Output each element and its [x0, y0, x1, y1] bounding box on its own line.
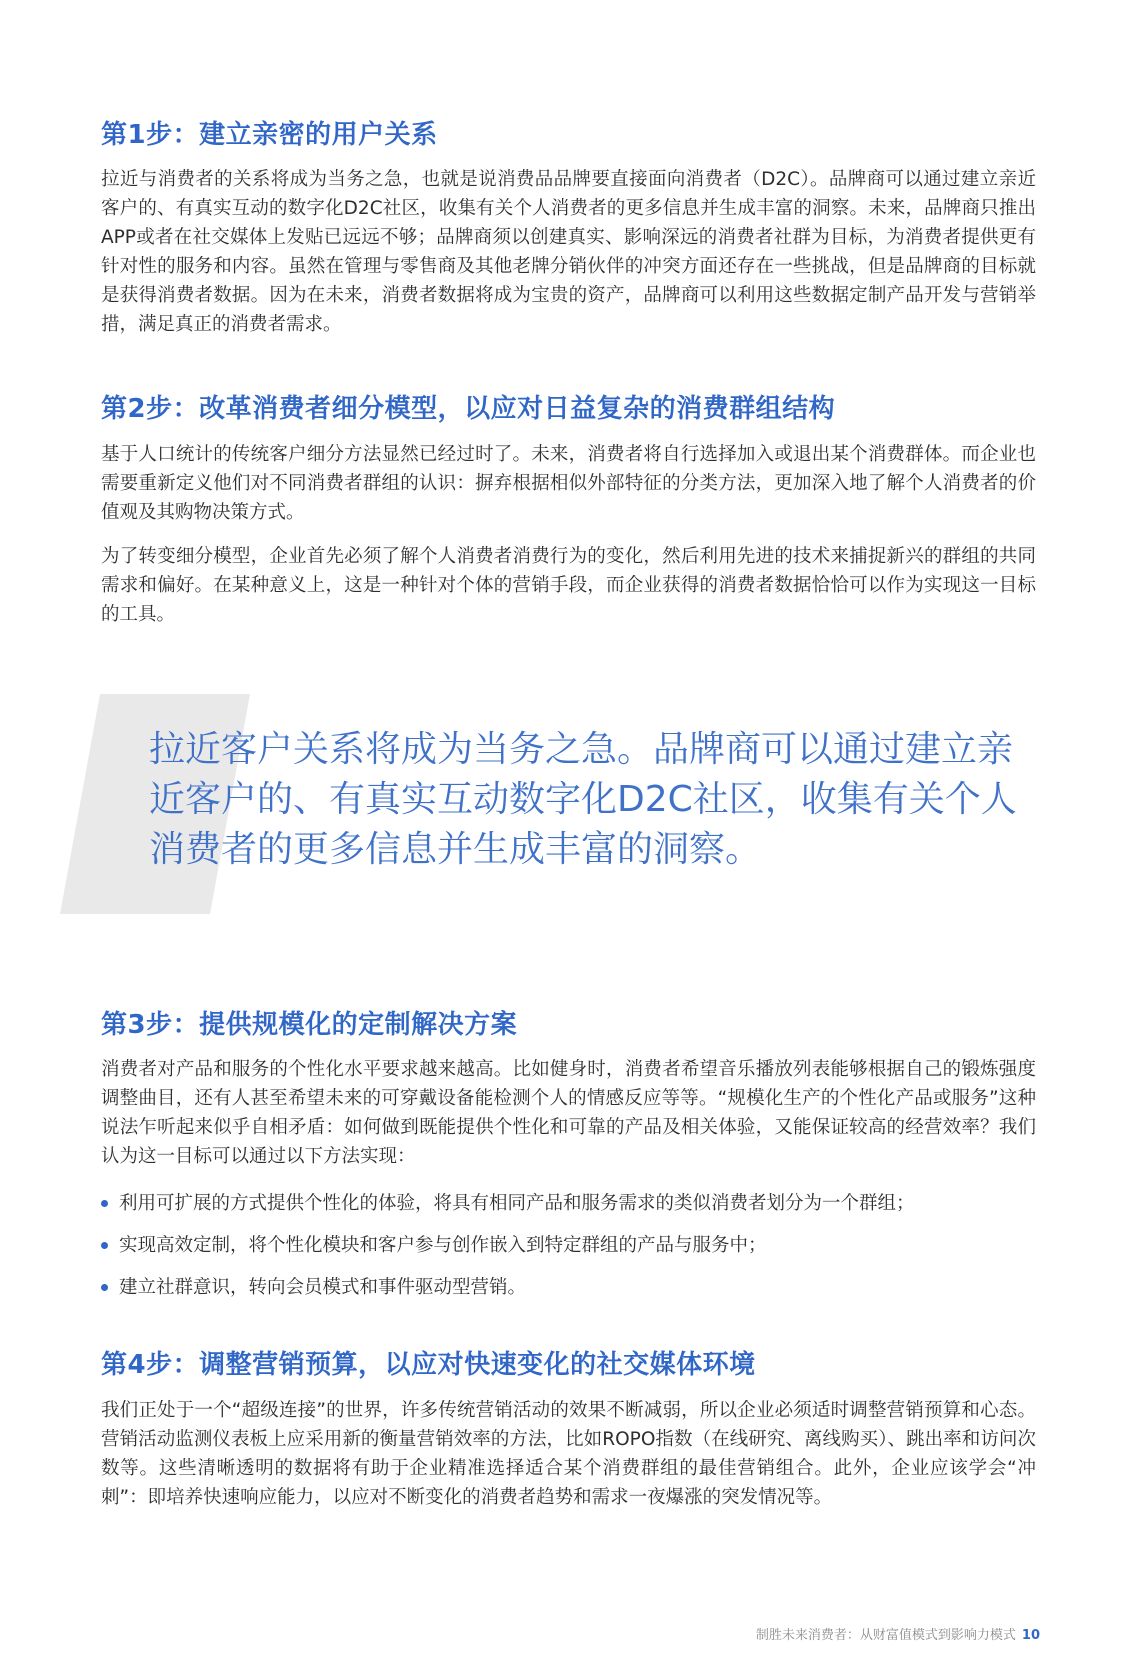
section-paragraph: 我们正处于一个“超级连接”的世界，许多传统营销活动的效果不断减弱，所以企业必须适时调整营销预算和心态。营销活动监测仪表板上应采用新的衡量营销效率的方法，比如ROPO指数（在线研究、离线购买）、跳出率和访问次数等。这些清晰透明的数据将有助于企业精准选择适合某个消费群组的最佳营销组合。此外，企业应该学会“冲刺”：即培养快速响应能力，以应对不断变化的消费者趋势和需求一夜爆涨的突发情况等。 — [101, 1400, 1036, 1508]
page-number: 10 — [1021, 1628, 1040, 1643]
pull-quote: 拉近客户关系将成为当务之急。品牌商可以通过建立亲近客户的、有真实互动数字化D2C社区，收集有关个人消费者的更多信息并生成丰富的洞察。 — [149, 729, 1017, 870]
footer-title: 制胜未来消费者：从财富值模式到影响力模式 — [755, 1628, 1016, 1643]
section-step-3 — [101, 1008, 1036, 1315]
section-step-2 — [101, 392, 1036, 629]
bullet-dot-icon — [101, 1200, 108, 1207]
section-step-1 — [101, 118, 1036, 339]
bullet-text: 建立社群意识，转向会员模式和事件驱动型营销。 — [119, 1277, 527, 1298]
section-paragraph: 拉近与消费者的关系将成为当务之急，也就是说消费品品牌要直接面向消费者（D2C）。品牌商可以通过建立亲近客户的、有真实互动的数字化D2C社区，收集有关个人消费者的更多信息并生成丰富的洞察。未来，品牌商只推出APP或者在社交媒体上发贴已远远不够；品牌商须以创建真实、影响深远的消费者社群为目标，为消费者提供更有针对性的服务和内容。虽然在管理与零售商及其他老牌分销伙伴的冲突方面还存在一些挑战，但是品牌商的目标就是获得消费者数据。因为在未来，消费者数据将成为宝贵的资产，品牌商可以利用这些数据定制产品开发与营销举措，满足真正的消费者需求。 — [101, 169, 1036, 335]
section-paragraph: 基于人口统计的传统客户细分方法显然已经过时了。未来，消费者将自行选择加入或退出某个消费群体。而企业也需要重新定义他们对不同消费者群组的认识：摒弃根据相似外部特征的分类方法，更加深入地了解个人消费者的价值观及其购物决策方式。 — [101, 444, 1036, 523]
section-heading: 第4步：调整营销预算，以应对快速变化的社交媒体环境 — [101, 1350, 756, 1380]
bullet-item — [101, 1231, 1036, 1260]
section-paragraph: 消费者对产品和服务的个性化水平要求越来越高。比如健身时，消费者希望音乐播放列表能够根据自己的锻炼强度调整曲目，还有人甚至希望未来的可穿戴设备能检测个人的情感反应等等。“规模化生产的个性化产品或服务”这种说法乍听起来似乎自相矛盾：如何做到既能提供个性化和可靠的产品及相关体验，又能保证较高的经营效率？我们认为这一目标可以通过以下方法实现： — [101, 1059, 1036, 1167]
bullet-list — [101, 1189, 1036, 1302]
bullet-text: 利用可扩展的方式提供个性化的体验，将具有相同产品和服务需求的类似消费者划分为一个群组； — [119, 1193, 915, 1214]
bullet-dot-icon — [101, 1284, 108, 1291]
bullet-dot-icon — [101, 1242, 108, 1249]
section-heading: 第1步：建立亲密的用户关系 — [101, 120, 438, 150]
section-paragraph: 为了转变细分模型，企业首先必须了解个人消费者消费行为的变化，然后利用先进的技术来捕捉新兴的群组的共同需求和偏好。在某种意义上，这是一种针对个体的营销手段，而企业获得的消费者数据恰恰可以作为实现这一目标的工具。 — [101, 546, 1036, 625]
section-heading: 第3步：提供规模化的定制解决方案 — [101, 1010, 518, 1040]
bullet-item — [101, 1189, 1036, 1218]
bullet-item — [101, 1273, 1036, 1302]
section-heading: 第2步：改革消费者细分模型，以应对日益复杂的消费群组结构 — [101, 394, 836, 424]
page-footer — [756, 1624, 1040, 1643]
section-step-4 — [101, 1348, 1036, 1512]
bullet-text: 实现高效定制，将个性化模块和客户参与创作嵌入到特定群组的产品与服务中； — [119, 1235, 767, 1256]
